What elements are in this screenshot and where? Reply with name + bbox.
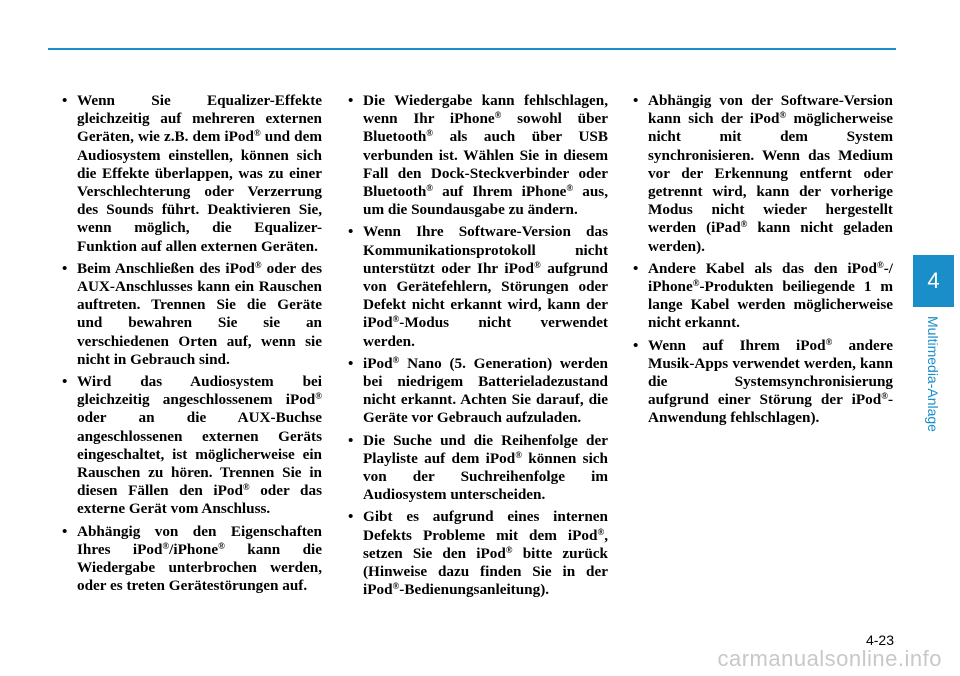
watermark: carmanualsonline.info <box>717 646 942 671</box>
column-3 <box>633 92 893 432</box>
top-divider <box>48 48 896 50</box>
bullet-item: • Abhängig von der Software-Version kann sich der iPod® möglicherweise nicht mit dem System synchronisieren. Wenn das Medium vor der Erkennung entfernt oder getrennt wird, kann der vorherige Modus nicht wieder hergestellt werden (iPad® kann nicht geladen werden). <box>633 92 893 256</box>
bullet-item: • Beim Anschließen des iPod® oder des AUX-Anschlusses kann ein Rauschen auftreten. Trennen Sie die Geräte und bewahren Sie sie an verschiedenen Orten auf, wenn sie nicht in Gebrauch sind. <box>62 260 322 369</box>
bullet-list-2 <box>348 92 608 599</box>
bullet-item: • Wenn auf Ihrem iPod® andere Musik-Apps verwendet werden, kann die Systemsynchronisierung aufgrund einer Störung der iPod®-Anwendung fehlschlagen). <box>633 337 893 428</box>
bullet-list-3 <box>633 92 893 428</box>
bullet-item: • iPod® Nano (5. Generation) werden bei niedrigem Batterieladezustand nicht erkannt. Achten Sie darauf, die Geräte vor Gebrauch aufzuladen. <box>348 355 608 428</box>
bullet-item: • Andere Kabel als das den iPod®-/ iPhone®-Produkten beiliegende 1 m lange Kabel werden möglicherweise nicht erkannt. <box>633 260 893 333</box>
page-number: 4-23 <box>865 632 894 648</box>
chapter-number-tab: 4 <box>913 255 954 307</box>
bullet-item: • Abhängig von den Eigenschaften Ihres iPod®/iPhone® kann die Wiedergabe unterbrochen werden, oder es treten Gerätestörungen auf. <box>62 523 322 596</box>
bullet-item: • Die Suche und die Reihenfolge der Playliste auf dem iPod® können sich von der Suchreihenfolge im Audiosystem unterscheiden. <box>348 432 608 505</box>
chapter-label: Multimedia-Anlage <box>925 316 941 432</box>
bullet-item: • Gibt es aufgrund eines internen Defekts Probleme mit dem iPod®, setzen Sie den iPod® bitte zurück (Hinweise dazu finden Sie in der iPod®-Bedienungsanleitung). <box>348 508 608 599</box>
column-1 <box>62 92 322 599</box>
bullet-item: • Wenn Sie Equalizer-Effekte gleichzeitig auf mehreren externen Geräten, wie z.B. dem iPod® und dem Audiosystem einstellen, können sich die Effekte überlappen, was zu einer Verschlechterung oder Verzerrung des Sounds führt. Deaktivieren Sie, wenn möglich, die Equalizer-Funktion auf allen externen Geräten. <box>62 92 322 256</box>
column-2 <box>348 92 608 603</box>
bullet-item: • Die Wiedergabe kann fehlschlagen, wenn Ihr iPhone® sowohl über Bluetooth® als auch über USB verbunden ist. Wählen Sie in diesem Fall den Dock-Steckverbinder oder Bluetooth® auf Ihrem iPhone® aus, um die Soundausgabe zu ändern. <box>348 92 608 219</box>
bullet-item: • Wenn Ihre Software-Version das Kommunikationsprotokoll nicht unterstützt oder Ihr iPod® aufgrund von Gerätefehlern, Störungen oder Defekt nicht erkannt wird, kann der iPod®-Modus nicht verwendet werden. <box>348 223 608 350</box>
bullet-list-1 <box>62 92 322 595</box>
bullet-item: • Wird das Audiosystem bei gleichzeitig angeschlossenem iPod® oder an die AUX-Buchse angeschlossenen externen Geräts eingeschaltet, ist möglicherweise ein Rauschen zu hören. Trennen Sie in diesen Fällen den iPod® oder das externe Gerät vom Anschluss. <box>62 373 322 519</box>
